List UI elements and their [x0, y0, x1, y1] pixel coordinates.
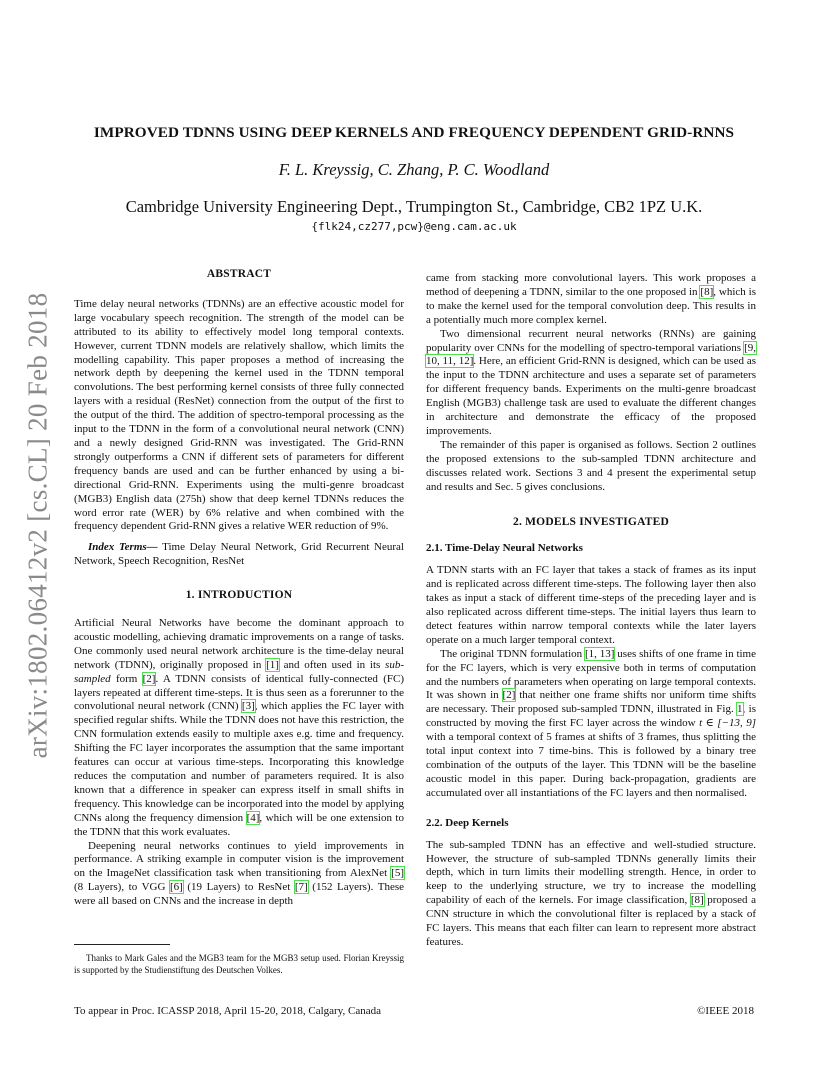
body-text: The original TDNN formulation	[440, 647, 586, 660]
intro-text: and often used in its	[278, 658, 386, 671]
citation-link[interactable]: [4]	[246, 811, 260, 824]
math-expression: t ∈ [−13, 9]	[699, 717, 756, 730]
intro-text: form	[110, 672, 143, 685]
intro-text: . A TDNN consists of identical fully-connected (FC) layers repeated at different time-steps. It is thus seen as a forerunner to the convolutional neural network (CNN)	[74, 672, 404, 713]
intro-text: (152 Layers). These were all based on CNNs and the increase in depth	[74, 881, 404, 908]
citation-link[interactable]: [1, 13]	[585, 647, 615, 660]
citation-link[interactable]: [9, 10, 11, 12]	[426, 341, 756, 368]
abstract-text: Time delay neural networks (TDNNs) are an effective acoustic model for large vocabulary speech recognition. The strength of the model can be attributed to its ability to effectively model long temporal contexts. However, current TDNN models are relatively shallow, which limits the modelling capability. This paper proposes a method of increasing the network depth by deepening the kernel used in the TDNN temporal convolutions. The best performing kernel consists of three fully connected layers with a residual (ResNet) connection from the output of the first to the output of the third. The addition of spectro-temporal processing as the input to the TDNN in the form of a convolutional neural network (CNN) and a newly designed Grid-RNN was investigated. The Grid-RNN strongly outperforms a CNN if different sets of parameters for different frequency bands are used and can be further enhanced by using a bi-directional Grid-RNN. Experiments using the multi-genre broadcast (MGB3) English data (275h) show that deep kernel TDNNs reduces the word error rate (WER) by 6% relative and when combined with the frequency dependent Grid-RNN gives a relative WER reduction of 9%.	[74, 297, 404, 533]
grid-rnn-paragraph	[426, 328, 756, 439]
body-text: , is constructed by moving the first FC layer across the window	[426, 703, 756, 730]
venue-footer: To appear in Proc. ICASSP 2018, April 15-20, 2018, Calgary, Canada	[74, 1005, 381, 1017]
intro-text: , which will be one extension to the TDNN that this work evaluates.	[74, 811, 404, 838]
figure-link[interactable]: 1	[737, 703, 743, 716]
citation-link[interactable]: [3]	[241, 700, 255, 713]
citation-link[interactable]: [2]	[502, 689, 516, 702]
deep-kernels-paragraph	[426, 839, 756, 950]
intro-text: (19 Layers) to ResNet	[182, 881, 295, 894]
subsection-2-2-heading: 2.2. Deep Kernels	[426, 816, 509, 829]
index-terms	[74, 541, 404, 569]
intro-text: Artificial Neural Networks have become the dominant approach to acoustic modelling, achieving dramatic improvements on a range of tasks. One commonly used neural network architecture is the time-delay neural network (TDNN), originally proposed in	[74, 617, 404, 671]
continued-paragraph	[426, 272, 756, 328]
tdnn-paragraph-1: A TDNN starts with an FC layer that takes a stack of frames as its input and is replicated across different time-steps. The following layer then also takes as input a stack of different time-steps of the preceding layer and is also replicated across different time-steps. The initial layers thus learn to detect features within narrow temporal contexts while the later layers operate on a much larger temporal context.	[426, 564, 756, 646]
body-text: . Here, an efficient Grid-RNN is designed, which can be used as the input to the TDNN architecture and uses a separate set of parameters for different frequency bands. Experiments on the multi-genre broadcast English (MGB3) challenge task are used to evaluate the different changes in architecture and demonstrate the efficacy of the proposed improvements.	[426, 355, 756, 437]
citation-link[interactable]: [1]	[266, 658, 279, 671]
intro-emphasis: sub-sampled	[74, 658, 404, 685]
tdnn-paragraph-2	[426, 648, 756, 801]
author-list: F. L. Kreyssig, C. Zhang, P. C. Woodland	[278, 160, 550, 179]
body-text: proposed a CNN structure in which the convolutional filter is replaced by a stack of FC layers. This means that each filter can learn to represent more abstract features.	[426, 894, 756, 948]
index-terms-label: Index Terms—	[88, 541, 158, 554]
body-text: , which is to make the kernel used for the temporal convolution deep. This results in a potentially much more complex kernel.	[426, 285, 756, 326]
body-text: The sub-sampled TDNN has an effective and well-studied structure. However, the structure of sub-sampled TDNNs generally limits their depth, which in turn limits their modelling strength. Hence, in order to keep to the underlying structure, we try to increase the modelling capability of each of the kernels. For image classification,	[426, 838, 756, 907]
affiliation: Cambridge University Engineering Dept., Trumpington St., Cambridge, CB2 1PZ U.K.	[125, 197, 703, 216]
author-emails: {flk24,cz277,pcw}@eng.cam.ac.uk	[311, 220, 517, 233]
intro-text: , which applies the FC layer with specified regular shifts. While the TDNN does not have this restriction, the CNN formulation extends easily to multiple axes e.g. time and frequency. Shifting the FC layer incorporates the assumption that the same important features can occur at various time-steps. Incorporating this knowledge reduces the computation and number of parameters required. It is also known that a difference in speaker can express itself in small shifts in frequency. This knowledge can be incorporated into the model by applying CNNs along the frequency dimension	[74, 700, 404, 824]
index-terms-text: Time Delay Neural Network, Grid Recurrent Neural Network, Speech Recognition, ResNet	[74, 541, 404, 568]
citation-link[interactable]: [5]	[391, 867, 404, 880]
intro-text: (8 Layers), to VGG	[74, 881, 170, 894]
subsection-2-1-heading: 2.1. Time-Delay Neural Networks	[426, 542, 583, 555]
introduction-heading: 1. INTRODUCTION	[185, 589, 293, 602]
right-column	[426, 272, 756, 950]
citation-link[interactable]: [2]	[142, 672, 156, 685]
body-text: Two dimensional recurrent neural networks (RNNs) are gaining popularity over CNNs for the modelling of spectro-temporal variations	[426, 327, 756, 354]
body-text: with a temporal context of 5 frames at shifts of 3 frames, thus splitting the total input context into 7 time-bins. This is followed by a binary tree combination of the outputs of the layer. This TDNN will be the baseline acoustic model in this paper. During back-propagation, gradients are accumulated over all instantiations of the FC layers and then normalised.	[426, 731, 756, 799]
section-2-heading: 2. MODELS INVESTIGATED	[513, 515, 669, 528]
outline-paragraph: The remainder of this paper is organised as follows. Section 2 outlines the proposed extensions to the sub-sampled TDNN architecture and discusses related work. Sections 3 and 4 present the experimental setup and results and Sec. 5 gives conclusions.	[426, 438, 756, 493]
citation-link[interactable]: [8]	[700, 285, 714, 298]
intro-text: Deepening neural networks continues to yield improvements in performance. A striking example in computer vision is the improvement on the ImageNet classification task when transitioning from AlexNet	[74, 839, 404, 880]
arxiv-identifier-text: arXiv:1802.06412v2 [cs.CL] 20 Feb 2018	[22, 292, 53, 758]
copyright-footer: ©IEEE 2018	[697, 1005, 754, 1017]
citation-link[interactable]: [8]	[690, 894, 704, 907]
citation-link[interactable]: [6]	[169, 881, 183, 894]
intro-paragraph-2	[74, 840, 404, 910]
arxiv-identifier	[18, 290, 58, 760]
body-text: came from stacking more convolutional layers. This work proposes a method of deepening a TDNN, similar to the one proposed in	[426, 272, 756, 298]
footnote-text: Thanks to Mark Gales and the MGB3 team for the MGB3 setup used. Florian Kreyssig is supported by the Studienstiftung des Deutschen Volkes.	[74, 953, 404, 975]
body-text: that neither one frame shifts nor uniform time shifts are necessary. Their proposed sub-sampled TDNN, illustrated in Fig.	[426, 689, 756, 716]
paper-title: IMPROVED TDNNS USING DEEP KERNELS AND FREQUENCY DEPENDENT GRID-RNNS	[93, 124, 735, 141]
left-column	[74, 268, 404, 909]
body-text: uses shifts of one frame in time for the FC layers, which is very expensive both in terms of computation and the numbers of parameters when operating on large temporal contexts. It was shown in	[426, 647, 756, 702]
abstract-heading: ABSTRACT	[206, 268, 272, 280]
footnote-rule	[74, 944, 170, 945]
intro-paragraph-1	[74, 617, 404, 840]
footnote	[74, 953, 404, 976]
citation-link[interactable]: [7]	[294, 881, 308, 894]
